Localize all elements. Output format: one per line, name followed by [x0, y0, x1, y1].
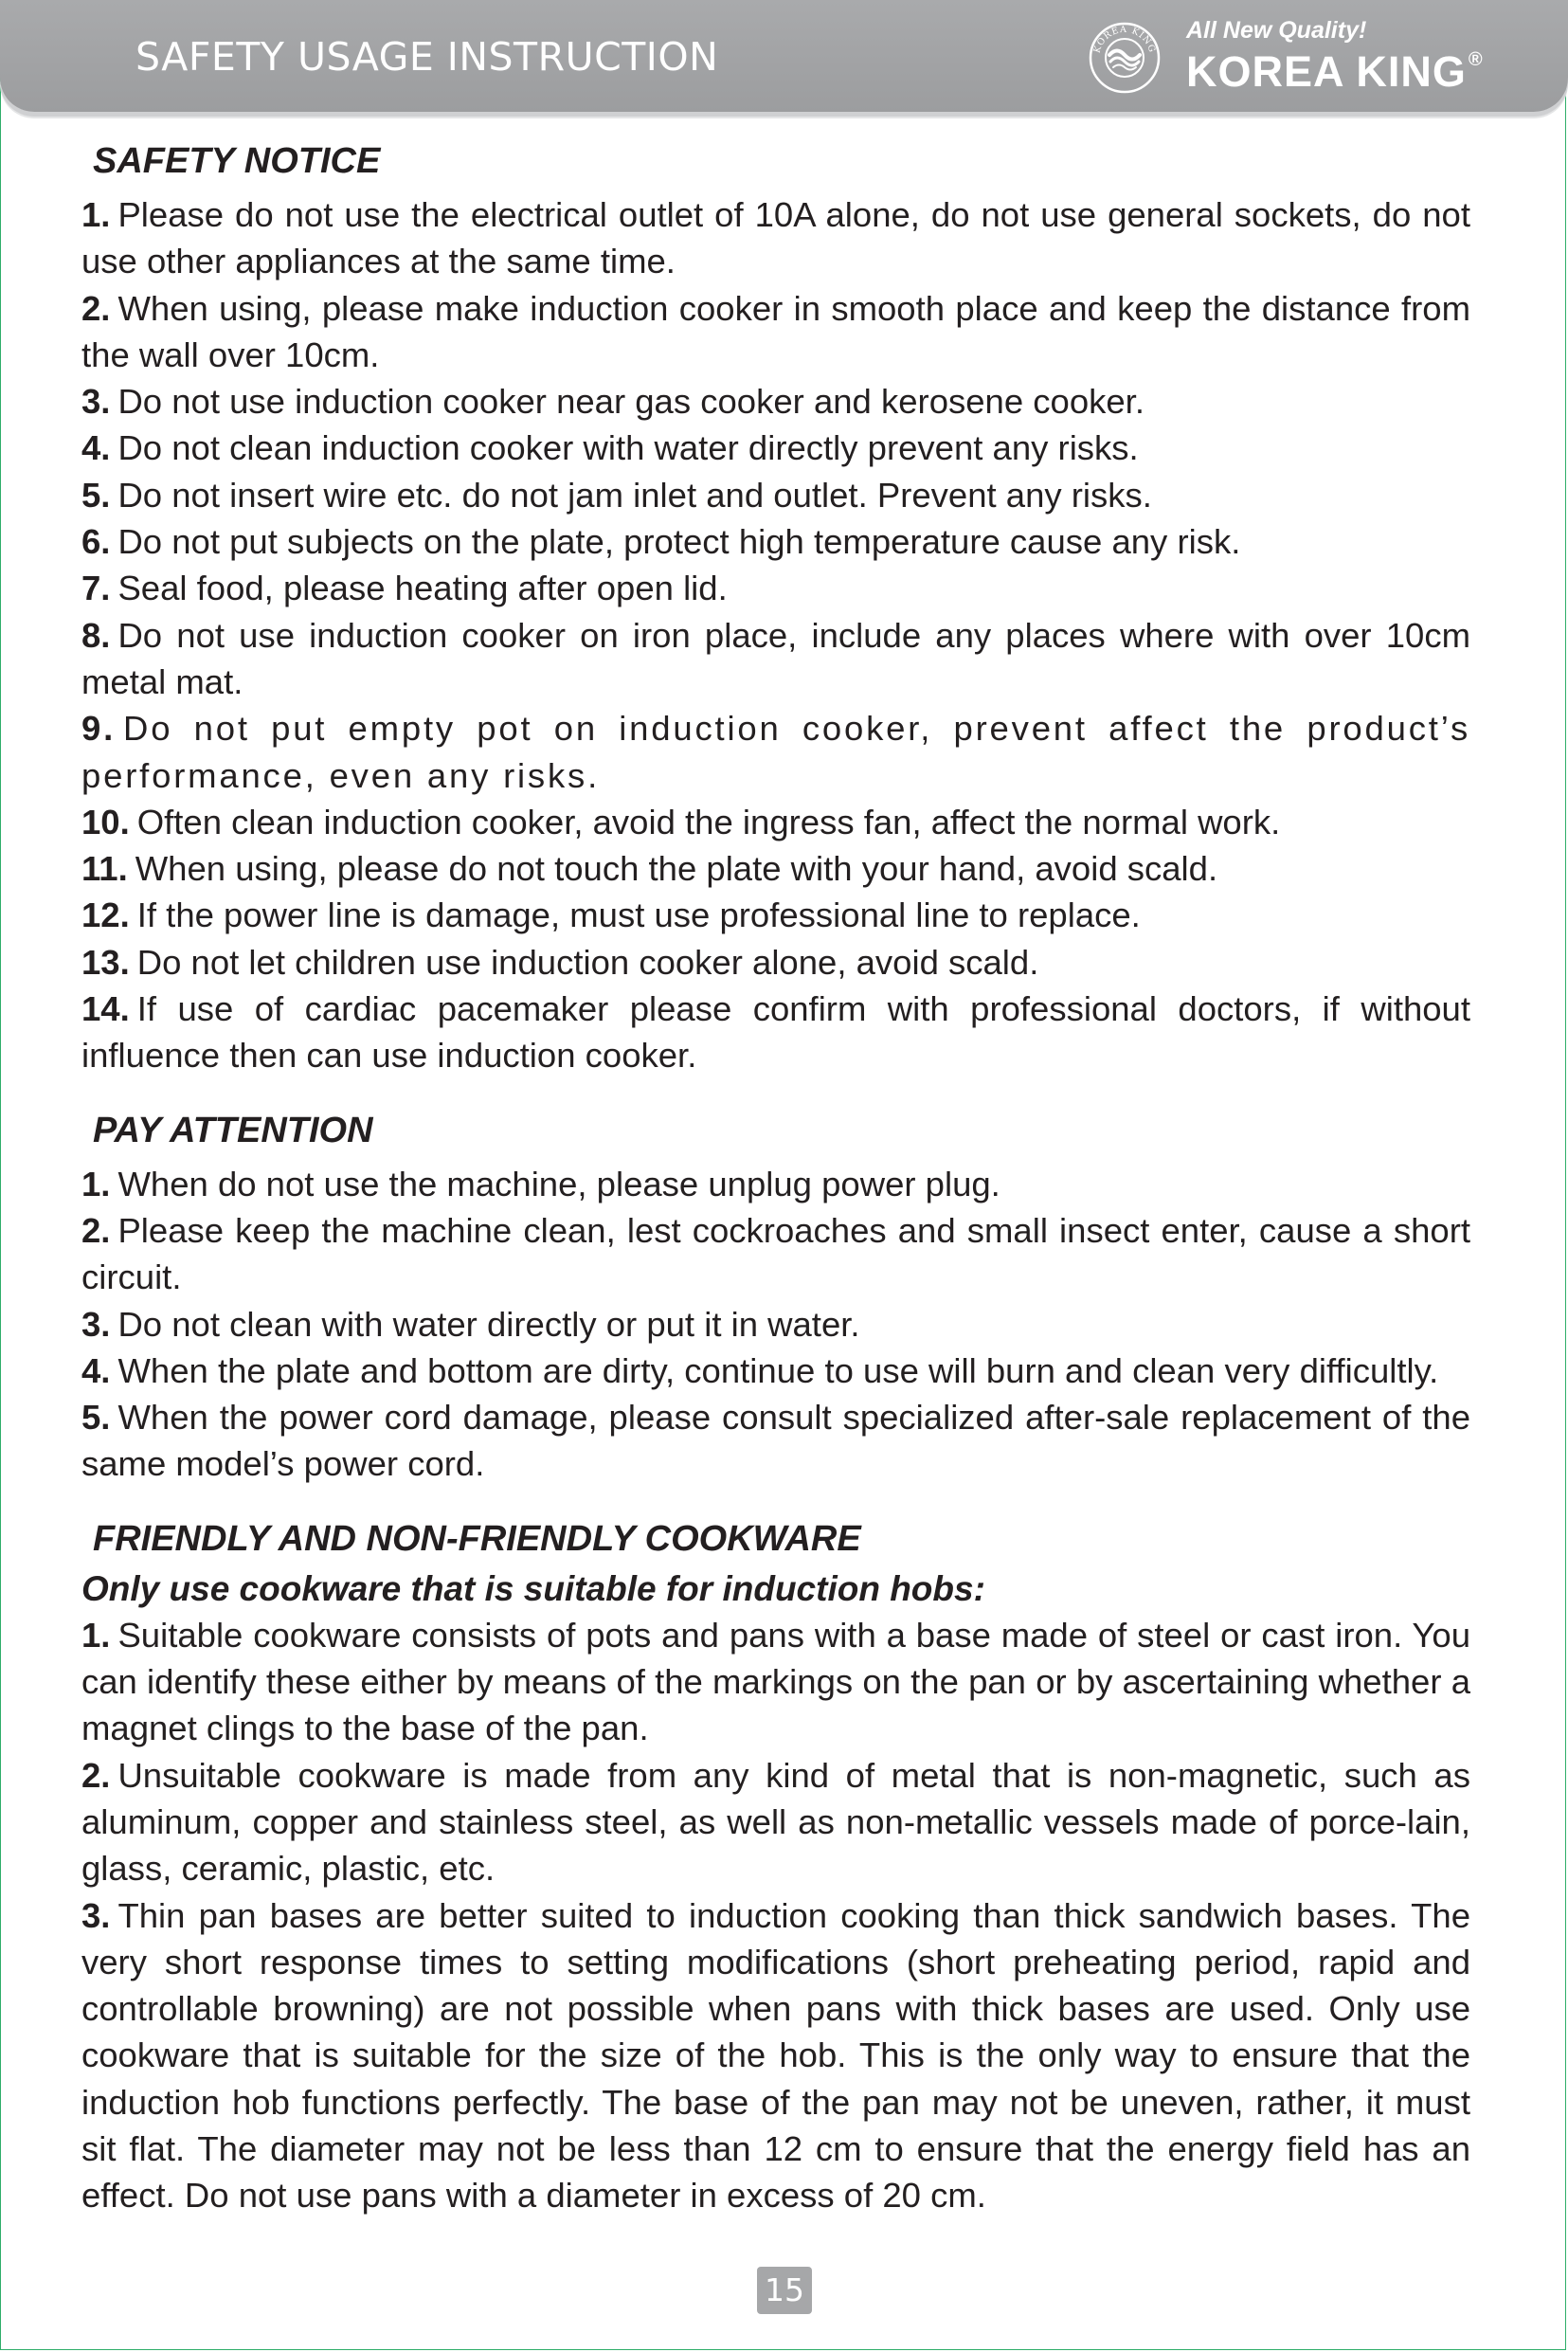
svg-text:KOREA KING: KOREA KING	[1091, 24, 1158, 55]
header-bar	[0, 0, 1568, 112]
item-number: 1.	[81, 1164, 111, 1203]
list-item	[81, 378, 1470, 425]
item-text: Suitable cookware consists of pots and pans with a base made of steel or cast iron. You can identify these either by means of the markings on the pan or by ascertaining whether a magnet clings to the base of the pan.	[81, 1615, 1470, 1748]
item-text: When the plate and bottom are dirty, continue to use will burn and clean very difficultly.	[117, 1350, 1439, 1390]
item-number: 2.	[81, 1755, 111, 1795]
item-text: Do not use induction cooker on iron place, include any places where with over 10cm metal mat.	[81, 615, 1470, 701]
item-text: Please do not use the electrical outlet of 10A alone, do not use general sockets, do not use other appliances at the same time.	[81, 195, 1470, 281]
list-item	[81, 799, 1470, 845]
item-text: If use of cardiac pacemaker please confirm with professional doctors, if without influence then can use induction cooker.	[81, 989, 1470, 1076]
list-item	[81, 986, 1470, 1079]
item-number: 6.	[81, 522, 111, 562]
list-item	[81, 1394, 1470, 1488]
item-text: Often clean induction cooker, avoid the ingress fan, affect the normal work.	[136, 802, 1281, 841]
list-item	[81, 285, 1470, 379]
list-item	[81, 1207, 1470, 1301]
list-item	[81, 939, 1470, 986]
item-number: 11.	[81, 849, 128, 889]
item-number: 3.	[81, 1304, 111, 1344]
list-item	[81, 892, 1470, 938]
item-number: 3.	[81, 1895, 111, 1935]
list-item	[81, 1892, 1470, 2219]
item-number: 7.	[81, 569, 111, 608]
item-text: Please keep the machine clean, lest cockroaches and small insect enter, cause a short circuit.	[81, 1210, 1470, 1297]
item-number: 14.	[81, 989, 130, 1029]
item-text: When using, please do not touch the plate with your hand, avoid scald.	[135, 849, 1218, 889]
pay-attention-list	[81, 1161, 1470, 1488]
item-number: 2.	[81, 1210, 111, 1250]
item-number: 3.	[81, 382, 111, 422]
item-number: 8.	[81, 615, 111, 655]
item-text: Thin pan bases are better suited to induction cooking than thick sandwich bases. The very short response times to setting modifications (short preheating period, rapid and controllable browning) are not possible when pans with thick bases are used. Only use cookware that is suitable for the size of the hob. This is the only way to ensure that the induction hob functions perfectly. The base of the pan may not be uneven, rather, it must sit flat. The diameter may not be less than 12 cm to ensure that the energy field has an effect. Do not use pans with a diameter in excess of 20 cm.	[81, 1895, 1470, 2216]
item-text: Do not use induction cooker near gas cooker and kerosene cooker.	[117, 382, 1144, 422]
list-item	[81, 565, 1470, 611]
item-number: 4.	[81, 428, 111, 468]
list-item	[81, 425, 1470, 471]
item-text: Do not let children use induction cooker alone, avoid scald.	[136, 942, 1039, 982]
item-text: Do not put empty pot on induction cooker, prevent affect the product’s performance, even any risks.	[81, 709, 1470, 795]
list-item	[81, 1752, 1470, 1892]
cookware-heading: FRIENDLY AND NON-FRIENDLY COOKWARE	[93, 1518, 861, 1559]
item-text: When the power cord damage, please consult specialized after-sale replacement of the same model’s power cord.	[81, 1398, 1470, 1484]
safety-notice-list	[81, 191, 1470, 1079]
header-title: SAFETY USAGE INSTRUCTION	[135, 34, 719, 80]
item-text: If the power line is damage, must use professional line to replace.	[136, 896, 1141, 935]
list-item	[81, 191, 1470, 285]
cookware-list	[81, 1612, 1470, 2219]
page-number: 15	[757, 2267, 812, 2314]
item-text: Do not clean induction cooker with water directly prevent any risks.	[117, 428, 1139, 468]
item-number: 9.	[81, 709, 117, 749]
document-body	[81, 135, 1470, 2219]
logo-brand-name	[1186, 47, 1484, 97]
item-number: 5.	[81, 475, 111, 515]
brand-logo	[1088, 17, 1486, 102]
list-item	[81, 518, 1470, 565]
logo-brand-text: KOREA KING	[1186, 47, 1467, 96]
registered-mark: ®	[1468, 49, 1484, 70]
item-text: When do not use the machine, please unplug power plug.	[117, 1164, 1000, 1203]
item-text: Do not insert wire etc. do not jam inlet and outlet. Prevent any risks.	[117, 475, 1152, 515]
item-text: Do not put subjects on the plate, protect high temperature cause any risk.	[117, 522, 1241, 562]
item-text: Seal food, please heating after open lid.	[117, 569, 728, 608]
list-item	[81, 705, 1470, 799]
item-text: When using, please make induction cooker in smooth place and keep the distance from the wall over 10cm.	[81, 288, 1470, 374]
item-number: 1.	[81, 195, 111, 234]
safety-notice-heading: SAFETY NOTICE	[93, 141, 381, 181]
item-number: 12.	[81, 896, 130, 935]
list-item	[81, 612, 1470, 706]
list-item	[81, 1161, 1470, 1207]
item-number: 1.	[81, 1615, 111, 1655]
list-item	[81, 845, 1470, 892]
logo-tagline: All New Quality!	[1186, 17, 1367, 44]
item-text: Do not clean with water directly or put it in water.	[117, 1304, 860, 1344]
list-item	[81, 1348, 1470, 1394]
list-item	[81, 1612, 1470, 1752]
item-number: 4.	[81, 1350, 111, 1390]
pay-attention-heading: PAY ATTENTION	[93, 1110, 373, 1150]
item-number: 10.	[81, 802, 130, 841]
item-number: 2.	[81, 288, 111, 328]
item-number: 5.	[81, 1398, 111, 1438]
list-item	[81, 1301, 1470, 1348]
cookware-subtitle: Only use cookware that is suitable for induction hobs:	[81, 1568, 985, 1608]
korea-king-emblem-icon	[1088, 21, 1162, 95]
item-number: 13.	[81, 942, 130, 982]
list-item	[81, 472, 1470, 518]
item-text: Unsuitable cookware is made from any kind of metal that is non-magnetic, such as aluminum, copper and stainless steel, as well as non-metallic vessels made of porce-lain, glass, ceramic, plastic, etc.	[81, 1755, 1470, 1889]
